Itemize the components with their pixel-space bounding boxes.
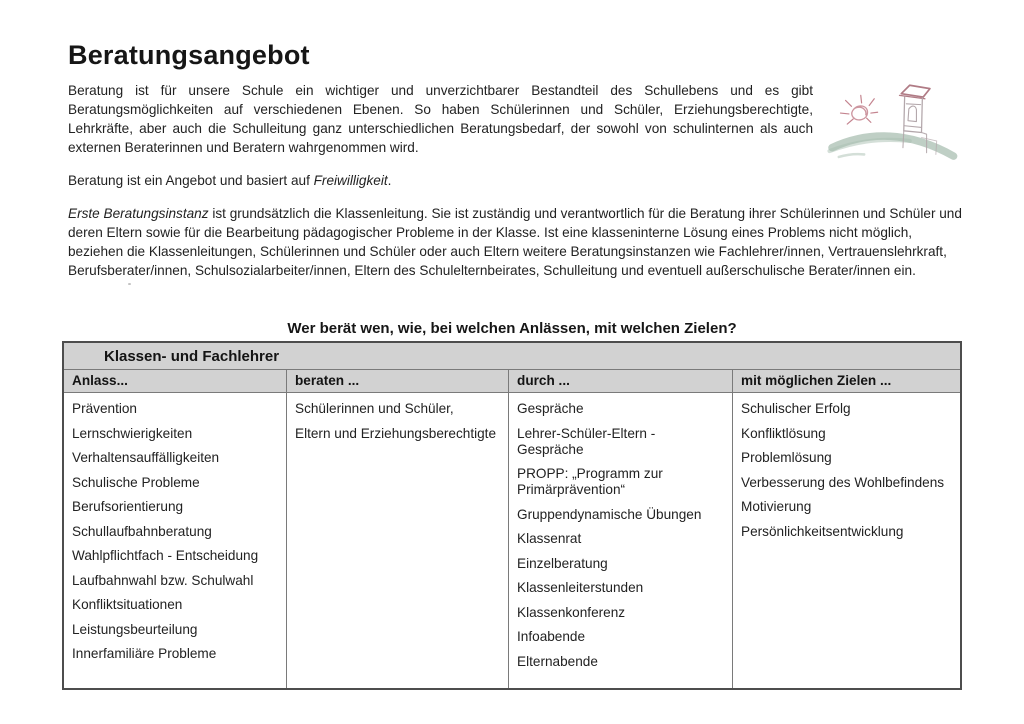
- anlass-item: Leistungsbeurteilung: [72, 621, 198, 637]
- table-heading: Wer berät wen, wie, bei welchen Anlässen, mit welchen Zielen?: [287, 320, 737, 337]
- offer-italic-term: Freiwilligkeit: [313, 173, 388, 188]
- cell-anlass: [64, 393, 286, 688]
- ziele-item: Schulischer Erfolg: [741, 401, 851, 416]
- durch-item: Infoabende: [517, 629, 586, 644]
- school-logo-icon: [827, 75, 962, 163]
- column-header-durch: durch ...: [508, 370, 732, 392]
- intro-text: Beratung ist für unsere Schule ein wichtiger und unverzichtbarer Bestandteil des Schullebens und es gibt Beratungsmöglichkeiten auf verschiedenen Ebenen. So haben Schülerinnen und Schüler, Erziehungsberechtigte, Lehrkräfte, aber auch die Schulleitung ganz unterschiedlichen Beratungsbedarf, der sowohl von schulinternen als auch externen Beraterinnen und Beratern wahrgenommen wird.: [68, 83, 813, 155]
- ziele-item: Persönlichkeitsentwicklung: [741, 523, 904, 539]
- ziele-item: Konfliktlösung: [741, 425, 826, 441]
- advice-table: [62, 341, 962, 690]
- page-title: Beratungsangebot: [68, 40, 310, 70]
- anlass-item: Schullaufbahnberatung: [72, 523, 212, 539]
- anlass-item: Lernschwierigkeiten: [72, 425, 193, 441]
- column-header-ziele: mit möglichen Zielen ...: [732, 370, 960, 392]
- offer-prefix: Beratung ist ein Angebot und basiert auf: [68, 173, 314, 188]
- cell-ziele: [732, 393, 960, 688]
- table-header-row: [64, 370, 960, 393]
- scan-artifact: [128, 283, 131, 285]
- anlass-item: Verhaltensauffälligkeiten: [72, 450, 220, 465]
- instance-text: ist grundsätzlich die Klassenleitung. Sie ist zuständig und verantwortlich für die Beratung ihrer Schülerinnen und Schüler und deren Eltern sowie für die Bearbeitung pädagogischer Probleme in der Klasse. Ist eine klasseninterne Lösung eines Problems nicht möglich, beziehen die Klassenleitungen, Schülerinnen und Schüler oder auch Eltern weitere Beratungsinstanzen wie Fachlehrer/innen, Vertrauenslehrkraft, Berufsberater/innen, Schulsozialarbeiter/innen, Eltern des Schulelternbeirates, Schulleitung und eventuell außerschulische Berater/innen ein.: [68, 206, 962, 278]
- ziele-item: Verbesserung des Wohlbefindens: [741, 474, 945, 490]
- cell-durch: [508, 393, 732, 688]
- instance-paragraph: [68, 204, 962, 280]
- durch-item: Klassenrat: [517, 531, 582, 546]
- offer-paragraph: [68, 171, 962, 190]
- anlass-item: Laufbahnwahl bzw. Schulwahl: [72, 572, 254, 588]
- document-content: [62, 0, 962, 337]
- cell-beraten: [286, 393, 508, 688]
- ziele-item: Problemlösung: [741, 450, 832, 465]
- column-header-beraten: beraten ...: [286, 370, 508, 392]
- offer-suffix: .: [387, 173, 392, 188]
- beraten-item: Schülerinnen und Schüler,: [295, 401, 454, 416]
- anlass-item: Schulische Probleme: [72, 474, 200, 490]
- anlass-item: Wahlpflichtfach - Entscheidung: [72, 548, 259, 563]
- instance-italic-term: Erste Beratungsinstanz: [68, 206, 209, 221]
- table-band-title: Klassen- und Fachlehrer: [64, 343, 960, 370]
- durch-item: Einzelberatung: [517, 555, 608, 571]
- ziele-item: Motivierung: [741, 499, 812, 514]
- anlass-item: Konfliktsituationen: [72, 597, 183, 612]
- beraten-item: Eltern und Erziehungsberechtigte: [295, 425, 497, 441]
- durch-item: Klassenleiterstunden: [517, 580, 644, 595]
- table-body-row: [64, 393, 960, 688]
- durch-item: PROPP: „Programm zur Primärprävention“: [517, 466, 663, 497]
- anlass-item: Berufsorientierung: [72, 499, 184, 514]
- durch-item: Gruppendynamische Übungen: [517, 506, 702, 522]
- anlass-item: Prävention: [72, 401, 137, 416]
- anlass-item: Innerfamiliäre Probleme: [72, 646, 217, 661]
- durch-item: Gespräche: [517, 401, 584, 416]
- column-header-anlass: Anlass...: [72, 373, 128, 388]
- durch-item: Klassenkonferenz: [517, 604, 626, 620]
- durch-item: Lehrer-Schüler-Eltern - Gespräche: [517, 425, 656, 457]
- durch-item: Elternabende: [517, 653, 598, 669]
- intro-paragraph: [68, 81, 962, 157]
